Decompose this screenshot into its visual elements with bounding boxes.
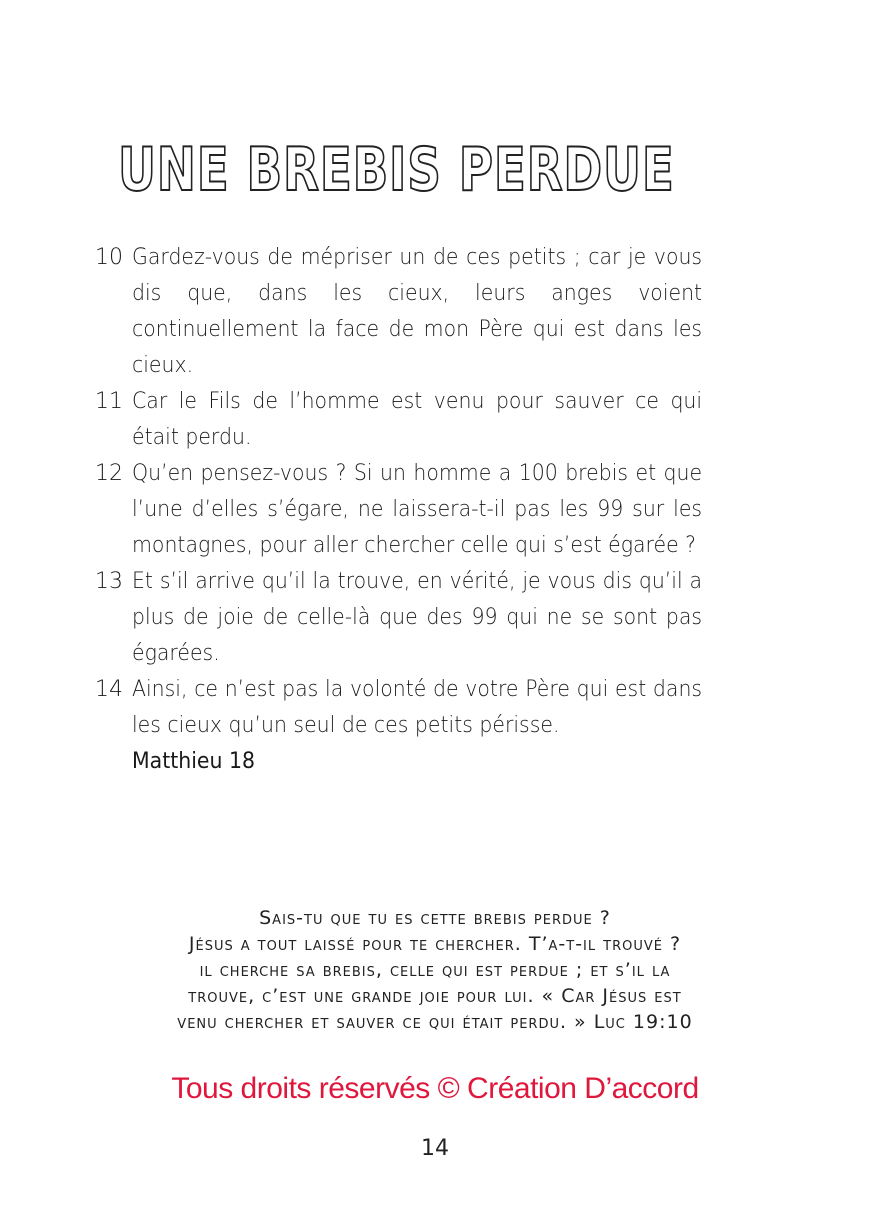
verse <box>95 240 745 384</box>
verse-text: Et s’il arrive qu’il la trouve, en vérité, je vous dis qu’il a plus de joie de celle-là que des 99 qui ne se sont pas égarées. <box>132 569 703 666</box>
note-line: venu chercher et sauver ce qui était perdu. » Luc 19:10 <box>177 1011 693 1033</box>
note-line: trouve, c’est une grande joie pour lui. « Car Jésus est <box>188 985 682 1007</box>
verse <box>95 456 745 564</box>
verse-number: 11 <box>95 389 123 414</box>
verse-text: Gardez-vous de mépriser un de ces petits ; car je vous dis que, dans les cieux, leurs anges voient continuellement la face de mon Père qui est dans les cieux. <box>132 245 703 378</box>
reflection-note <box>100 905 770 1035</box>
verse <box>95 564 745 672</box>
verse <box>95 384 745 456</box>
verse-number: 12 <box>95 461 123 486</box>
verse-list <box>95 240 745 780</box>
verse-number: 13 <box>95 569 123 594</box>
note-line: Sais-tu que tu es cette brebis perdue ? <box>259 907 611 929</box>
verse-text: Ainsi, ce n’est pas la volonté de votre Père qui est dans les cieux qu’un seul de ces petits périsse. <box>132 677 703 738</box>
note-line: Jésus a tout laissé pour te chercher. T’a-t-il trouvé ? <box>188 933 682 955</box>
verse-number: 14 <box>95 677 123 702</box>
verse-text: Qu’en pensez-vous ? Si un homme a 100 brebis et que l’une d’elles s’égare, ne laissera-t-il pas les 99 sur les montagnes, pour aller chercher celle qui s’est égarée ? <box>132 461 703 558</box>
verse <box>95 672 745 744</box>
verse-text: Car le Fils de l’homme est venu pour sauver ce qui était perdu. <box>132 389 703 450</box>
page-title: UNE BREBIS PERDUE <box>118 135 675 205</box>
verse-number: 10 <box>95 245 123 270</box>
page-number: 14 <box>421 1136 449 1161</box>
note-line: il cherche sa brebis, celle qui est perdue ; et s’il la <box>199 959 671 981</box>
copyright-notice: Tous droits réservés © Création D’accord <box>171 1072 699 1105</box>
scripture-reference: Matthieu 18 <box>132 749 255 774</box>
